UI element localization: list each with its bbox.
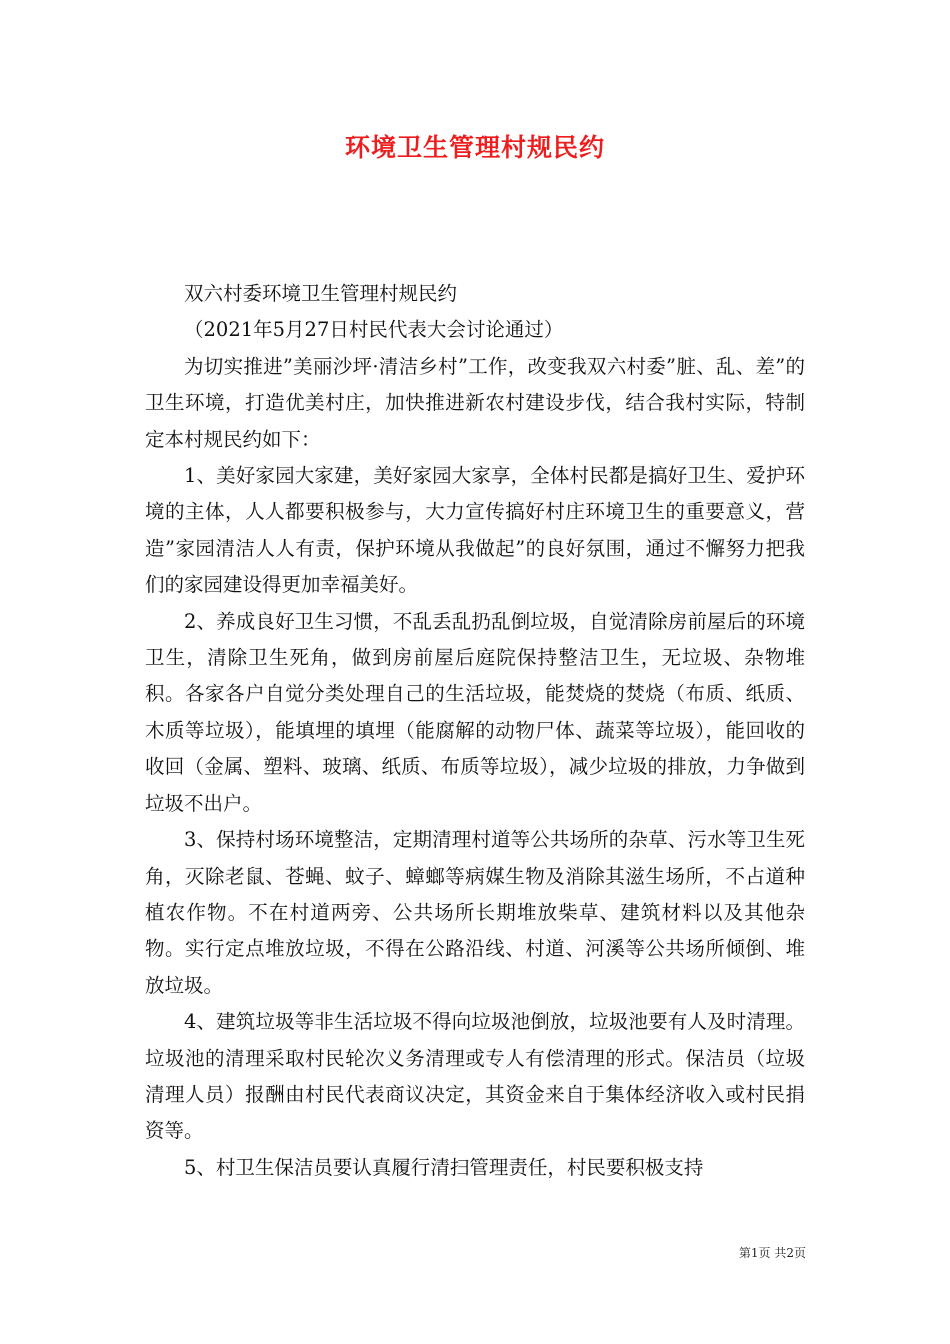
paragraph-item-1: 1、美好家园大家建，美好家园大家享，全体村民都是搞好卫生、爱护环境的主体，人人都要积极参与，大力宣传搞好村庄环境卫生的重要意义，营造”家园清洁人人有责，保护环境从我做起”的良好氛围，通过不懈努力把我们的家园建设得更加幸福美好。 xyxy=(145,464,805,597)
paragraph-item-2: 2、养成良好卫生习惯，不乱丢乱扔乱倒垃圾，自觉清除房前屋后的环境卫生，清除卫生死角，做到房前屋后庭院保持整洁卫生，无垃圾、杂物堆积。各家各户自觉分类处理自己的生活垃圾，能焚烧的焚烧（布质、纸质、木质等垃圾），能填埋的填埋（能腐解的动物尸体、蔬菜等垃圾），能回收的收回（金属、塑料、玻璃、纸质、布质等垃圾），减少垃圾的排放，力争做到垃圾不出户。 xyxy=(145,609,805,815)
paragraph-item-5: 5、村卫生保洁员要认真履行清扫管理责任，村民要积极支持 xyxy=(184,1155,704,1179)
paragraph-date-note: （2021年5月27日村民代表大会讨论通过） xyxy=(184,318,564,342)
page-number: 第1页 共2页 xyxy=(738,1246,806,1260)
document-body xyxy=(145,276,805,1186)
paragraph-heading: 双六村委环境卫生管理村规民约 xyxy=(184,282,458,305)
document-title: 环境卫生管理村规民约 xyxy=(344,133,605,162)
paragraph-item-4: 4、建筑垃圾等非生活垃圾不得向垃圾池倒放，垃圾池要有人及时清理。垃圾池的清理采取村民轮次义务清理或专人有偿清理的形式。保洁员（垃圾清理人员）报酬由村民代表商议决定，其资金来自于集体经济收入或村民捐资等。 xyxy=(145,1010,805,1143)
paragraph-intro: 为切实推进”美丽沙坪·清洁乡村”工作，改变我双六村委”脏、乱、差”的卫生环境，打造优美村庄，加快推进新农村建设步伐，结合我村实际，特制定本村规民约如下： xyxy=(145,354,805,451)
paragraph-item-3: 3、保持村场环境整洁，定期清理村道等公共场所的杂草、污水等卫生死角，灭除老鼠、苍蝇、蚊子、蟑螂等病媒生物及消除其滋生场所，不占道种植农作物。不在村道两旁、公共场所长期堆放柴草、建筑材料以及其他杂物。实行定点堆放垃圾，不得在公路沿线、村道、河溪等公共场所倾倒、堆放垃圾。 xyxy=(145,828,805,997)
